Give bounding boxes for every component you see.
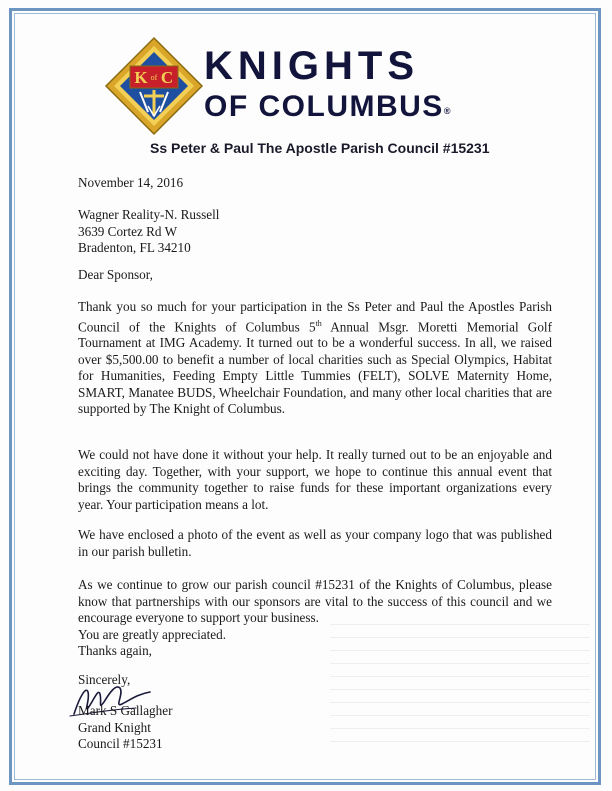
emblem-letter-c: C: [160, 68, 174, 87]
paragraph-thanks: Thank you so much for your participation in the Ss Peter and Paul the Apostles Parish Council of the Knights of Columbus 5th Annual Msgr. Moretti Memorial Golf Tournament at IMG Academy. It turned out to be a wonderful success. In all, we raised over $5,500.00 to benefit a number of local charities such as Special Olympics, Habitat for Humanities, Feeding Empty Little Tummies (FELT), SOLVE Maternity Home, SMART, Manatee BUDS, Wheelchair Foundation, and many other local charities that are supported by The Knight of Columbus.: [78, 299, 552, 417]
address-line: Wagner Reality-N. Russell: [78, 207, 220, 222]
signer-council: Council #15231: [78, 736, 163, 751]
org-name-line1: KNIGHTS: [204, 44, 419, 88]
address-line: 3639 Cortez Rd W: [78, 223, 178, 239]
paragraph-enclosed: We have enclosed a photo of the event as well as your company logo that was published in our parish bulletin.: [78, 527, 552, 559]
reverse-side-bleed-through: [330, 622, 590, 742]
emblem-connector: of: [150, 73, 158, 82]
appreciation-line: You are greatly appreciated.: [78, 626, 227, 642]
knights-of-columbus-emblem-icon: [104, 36, 204, 136]
ordinal-suffix: th: [315, 318, 322, 328]
closing-sincerely: Sincerely,: [78, 672, 131, 687]
closing-thanks: Thanks again,: [78, 643, 152, 658]
paragraph-partnership: As we continue to grow our parish council #15231 of the Knights of Columbus, please know that partnerships with our sponsors are vital to the success of this council and we encourage everyone to support your business. You are greatly appreciated.: [78, 577, 552, 642]
council-title: Ss Peter & Paul The Apostle Parish Council #15231: [150, 140, 490, 156]
signer-title: Grand Knight: [78, 719, 151, 735]
address-line: Bradenton, FL 34210: [78, 240, 191, 255]
paragraph-help: We could not have done it without your help. It really turned out to be an enjoyable and exciting day. Together, with your support, we hope to continue this annual event that brings the community together to raise funds for these important organizations every year. Your participation means a lot.: [78, 447, 552, 512]
emblem-letter-k: K: [134, 68, 148, 87]
org-name-line2: OF COLUMBUS®: [204, 90, 451, 123]
salutation: Dear Sponsor,: [78, 267, 153, 282]
recipient-address: [78, 207, 552, 257]
letter-date: November 14, 2016: [78, 175, 184, 190]
registered-mark: ®: [443, 106, 451, 116]
signer-name: Mark S Gallagher: [78, 703, 173, 718]
